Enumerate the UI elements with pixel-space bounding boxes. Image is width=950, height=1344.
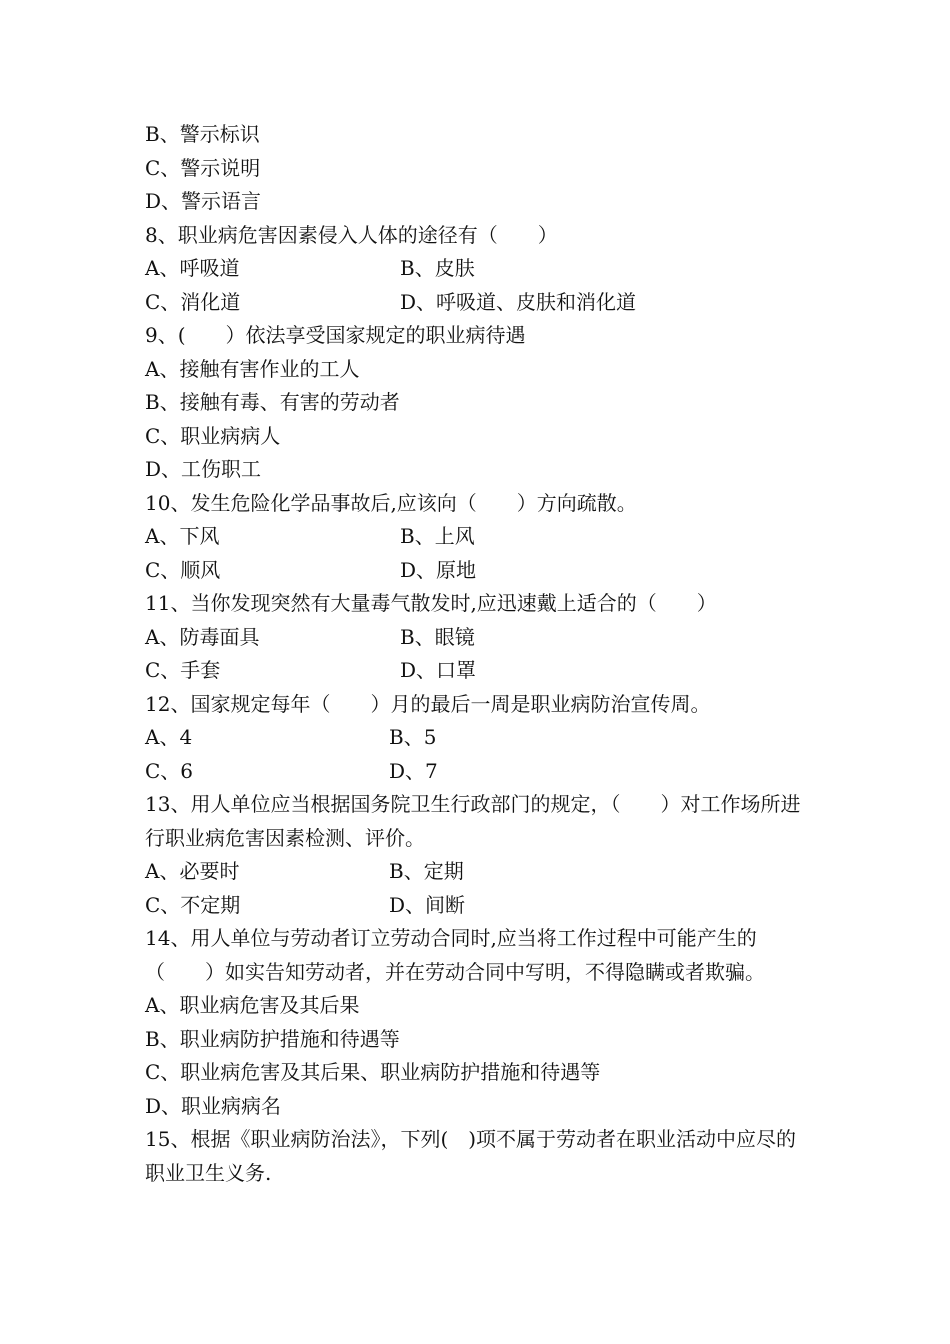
option-text: C、手套 bbox=[145, 658, 221, 682]
question-text: 10、发生危险化学品事故后,应该向（ ）方向疏散。 bbox=[145, 490, 637, 515]
option-text: B、接触有毒、有害的劳动者 bbox=[145, 390, 400, 414]
option-text: A、职业病危害及其后果 bbox=[145, 993, 360, 1017]
option-text: D、原地 bbox=[400, 557, 477, 582]
option-text: C、警示说明 bbox=[145, 155, 261, 180]
option-text: C、消化道 bbox=[145, 289, 241, 314]
option-row bbox=[145, 755, 810, 789]
question-text: 12、国家规定每年（ ）月的最后一周是职业病防治宣传周。 bbox=[145, 691, 711, 716]
option-text: B、皮肤 bbox=[400, 256, 475, 280]
question-text: 9、( ）依法享受国家规定的职业病待遇 bbox=[145, 323, 526, 347]
option-row bbox=[145, 252, 810, 286]
question-text: 14、用人单位与劳动者订立劳动合同时,应当将工作过程中可能产生的（ ）如实告知劳动者，并在劳动合同中写明，不得隐瞒或者欺骗。 bbox=[145, 926, 765, 984]
option-text: D、口罩 bbox=[400, 658, 477, 682]
option-text: B、5 bbox=[389, 725, 437, 749]
option-text: C、不定期 bbox=[145, 892, 241, 917]
option-text: A、呼吸道 bbox=[145, 256, 240, 280]
option-text: B、警示标识 bbox=[145, 122, 260, 146]
option-row bbox=[145, 721, 810, 755]
option-text: D、工伤职工 bbox=[145, 457, 262, 481]
option-text: C、6 bbox=[145, 758, 194, 783]
question-text: 11、当你发现突然有大量毒气散发时,应迅速戴上适合的（ ） bbox=[145, 591, 717, 615]
option-text: B、上风 bbox=[400, 524, 475, 548]
option-text: A、4 bbox=[145, 725, 193, 749]
option-text: D、职业病病名 bbox=[145, 1093, 282, 1118]
question-text: 13、用人单位应当根据国务院卫生行政部门的规定，（ ）对工作场所进行职业病危害因素检测、评价。 bbox=[145, 792, 801, 850]
option-text: B、职业病防护措施和待遇等 bbox=[145, 1026, 400, 1051]
option-text: A、防毒面具 bbox=[145, 624, 260, 649]
option-text: B、眼镜 bbox=[400, 624, 475, 649]
option-text: D、警示语言 bbox=[145, 189, 262, 213]
option-row bbox=[145, 554, 810, 588]
option-text: A、下风 bbox=[145, 524, 220, 548]
option-text: D、7 bbox=[389, 758, 438, 783]
option-text: D、呼吸道、皮肤和消化道 bbox=[400, 289, 637, 314]
question-text: 15、根据《职业病防治法》，下列( )项不属于劳动者在职业活动中应尽的职业卫生义务. bbox=[145, 1127, 797, 1185]
question-text: 8、职业病危害因素侵入人体的途径有（ ） bbox=[145, 222, 558, 247]
option-row bbox=[145, 889, 810, 923]
option-row bbox=[145, 286, 810, 320]
option-row bbox=[145, 855, 810, 889]
option-text: C、职业病危害及其后果、职业病防护措施和待遇等 bbox=[145, 1060, 601, 1084]
option-row bbox=[145, 654, 810, 688]
option-text: D、间断 bbox=[389, 892, 466, 917]
option-text: C、职业病病人 bbox=[145, 423, 281, 448]
option-row bbox=[145, 621, 810, 655]
option-text: A、接触有害作业的工人 bbox=[145, 356, 360, 381]
option-text: C、顺风 bbox=[145, 557, 221, 582]
option-text: A、必要时 bbox=[145, 859, 240, 883]
option-row bbox=[145, 520, 810, 554]
option-text: B、定期 bbox=[389, 859, 464, 883]
